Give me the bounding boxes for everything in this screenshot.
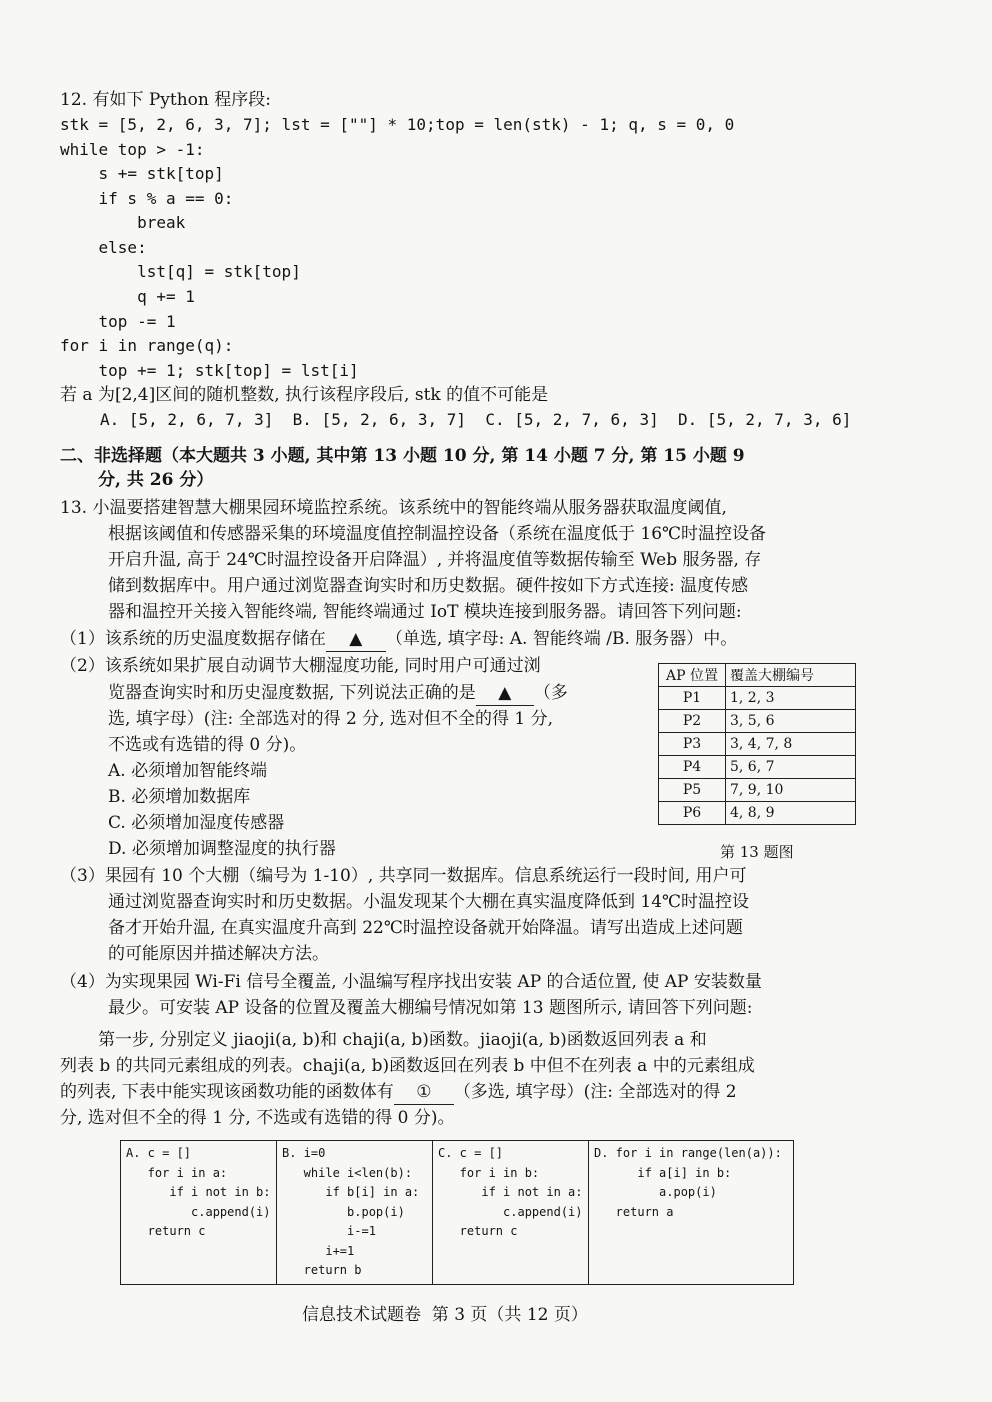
table-caption: 第 13 题图 (720, 843, 794, 861)
q13-intro: 开启升温, 高于 24℃时温控设备开启降温）, 并将温度值等数据传输至 Web 服务器, 存 (108, 550, 762, 570)
table-cell: 5, 6, 7 (726, 756, 856, 779)
table-row (659, 710, 856, 733)
step1-text: 第一步, 分别定义 jiaoji(a, b)和 chaji(a, b)函数。jiaoji(a, b)函数返回列表 a 和 (98, 1030, 707, 1050)
code-line: for i in range(q): (60, 336, 234, 355)
code-option-c: C. c = [] for i in b: if i not in a: c.append(i) return c (433, 1141, 589, 1285)
code-option-d: D. for i in range(len(a)): if a[i] in b: a.pop(i) return a (589, 1141, 794, 1285)
step1-text (60, 1080, 737, 1105)
q13-part3: 通过浏览器查询实时和历史数据。小温发现某个大棚在真实温度降低到 14℃时温控设 (108, 892, 750, 912)
code-option-b: B. i=0 while i<len(b): if b[i] in a: b.pop(i) i-=1 i+=1 return b (277, 1141, 433, 1285)
code-line: stk = [5, 2, 6, 3, 7]; lst = [""] * 10;top = len(stk) - 1; q, s = 0, 0 (60, 115, 735, 134)
code-line: if s % a == 0: (60, 189, 234, 208)
ap-coverage-table (658, 663, 856, 825)
table-cell: P5 (659, 779, 726, 802)
part1-text-a: （1）该系统的历史温度数据存储在 (60, 629, 326, 649)
table-cell: P2 (659, 710, 726, 733)
q13-part4: （4）为实现果园 Wi-Fi 信号全覆盖, 小温编写程序找出安装 AP 的合适位置, 使 AP 安装数量 (60, 972, 762, 992)
q13-part1 (60, 627, 737, 652)
code-line: s += stk[top] (60, 164, 224, 183)
part2-text-b2: （多 (533, 683, 568, 703)
q13-part3: 备才开始升温, 在真实温度升高到 22℃时温控设备就开始降温。请写出造成上述问题 (108, 918, 743, 938)
table-cell: P4 (659, 756, 726, 779)
table-row (121, 1141, 794, 1285)
q12-options: A. [5, 2, 6, 7, 3] B. [5, 2, 6, 3, 7] C. [5, 2, 7, 6, 3] D. [5, 2, 7, 3, 6] (100, 410, 852, 429)
table-cell: P1 (659, 687, 726, 710)
table-row (659, 687, 856, 710)
code-line: top += 1; stk[top] = lst[i] (60, 361, 359, 380)
triangle-icon: ▲ (498, 683, 512, 703)
table-row (659, 802, 856, 825)
part1-text-b: （单选, 填字母: A. 智能终端 /B. 服务器）中。 (385, 629, 738, 649)
code-line: break (60, 213, 186, 232)
q12-title: 12. 有如下 Python 程序段: (60, 90, 271, 110)
part2-text-b: 览器查询实时和历史湿度数据, 下列说法正确的是 (108, 683, 476, 703)
code-line: else: (60, 238, 147, 257)
q13-intro: 器和温控开关接入智能终端, 智能终端通过 IoT 模块连接到服务器。请回答下列问题: (108, 602, 742, 622)
q13-part4: 最少。可安装 AP 设备的位置及覆盖大棚编号情况如第 13 题图所示, 请回答下列问题: (108, 998, 753, 1018)
table-cell: 1, 2, 3 (726, 687, 856, 710)
q13-part2 (108, 681, 568, 706)
table-row (659, 733, 856, 756)
table-cell: 3, 4, 7, 8 (726, 733, 856, 756)
answer-blank (394, 1080, 454, 1105)
q12-question: 若 a 为[2,4]区间的随机整数, 执行该程序段后, stk 的值不可能是 (60, 385, 549, 405)
table-header-row (659, 664, 856, 687)
step1-text-a: 的列表, 下表中能实现该函数功能的函数体有 (60, 1082, 394, 1102)
table-cell: 7, 9, 10 (726, 779, 856, 802)
table-row (659, 756, 856, 779)
q13-intro: 13. 小温要搭建智慧大棚果园环境监控系统。该系统中的智能终端从服务器获取温度阈值, (60, 498, 727, 518)
code-line: top -= 1 (60, 312, 176, 331)
table-cell: 3, 5, 6 (726, 710, 856, 733)
step1-text: 列表 b 的共同元素组成的列表。chaji(a, b)函数返回在列表 b 中但不在列表 a 中的元素组成 (60, 1056, 755, 1076)
q13-intro: 根据该阈值和传感器采集的环境温度值控制温控设备（系统在温度低于 16℃时温控设备 (108, 524, 767, 544)
code-line: lst[q] = stk[top] (60, 262, 301, 281)
answer-blank (326, 627, 386, 652)
table-cell: 4, 8, 9 (726, 802, 856, 825)
blank-number: ① (416, 1082, 432, 1102)
page-footer: 信息技术试题卷 第 3 页（共 12 页） (302, 1305, 588, 1325)
section-heading: 二、非选择题（本大题共 3 小题, 其中第 13 小题 10 分, 第 14 小题 7 分, 第 15 小题 9 (60, 446, 745, 466)
option-item: A. 必须增加智能终端 (108, 761, 268, 781)
section-heading-cont: 分, 共 26 分） (98, 470, 214, 490)
function-options-table (120, 1140, 794, 1285)
triangle-icon: ▲ (349, 629, 363, 649)
table-header-cell: AP 位置 (659, 664, 726, 687)
code-line: while top > -1: (60, 140, 205, 159)
code-option-a: A. c = [] for i in a: if i not in b: c.append(i) return c (121, 1141, 277, 1285)
option-item: D. 必须增加调整湿度的执行器 (108, 839, 336, 859)
table-cell: P6 (659, 802, 726, 825)
q13-part2: 选, 填字母）(注: 全部选对的得 2 分, 选对但不全的得 1 分, (108, 709, 554, 729)
q13-part2: 不选或有选错的得 0 分)。 (108, 735, 307, 755)
code-line: q += 1 (60, 287, 195, 306)
q13-part2: （2）该系统如果扩展自动调节大棚湿度功能, 同时用户可通过浏 (60, 656, 541, 676)
option-item: B. 必须增加数据库 (108, 787, 251, 807)
q13-part3: （3）果园有 10 个大棚（编号为 1-10）, 共享同一数据库。信息系统运行一段时间, 用户可 (60, 866, 747, 886)
q13-part3: 的可能原因并描述解决方法。 (108, 944, 329, 964)
table-header-cell: 覆盖大棚编号 (726, 664, 856, 687)
q13-intro: 储到数据库中。用户通过浏览器查询实时和历史数据。硬件按如下方式连接: 温度传感 (108, 576, 749, 596)
table-cell: P3 (659, 733, 726, 756)
table-row (659, 779, 856, 802)
answer-blank (476, 681, 534, 706)
step1-text-b: （多选, 填字母）(注: 全部选对的得 2 (453, 1082, 737, 1102)
step1-text: 分, 选对但不全的得 1 分, 不选或有选错的得 0 分)。 (60, 1108, 455, 1128)
option-item: C. 必须增加湿度传感器 (108, 813, 285, 833)
